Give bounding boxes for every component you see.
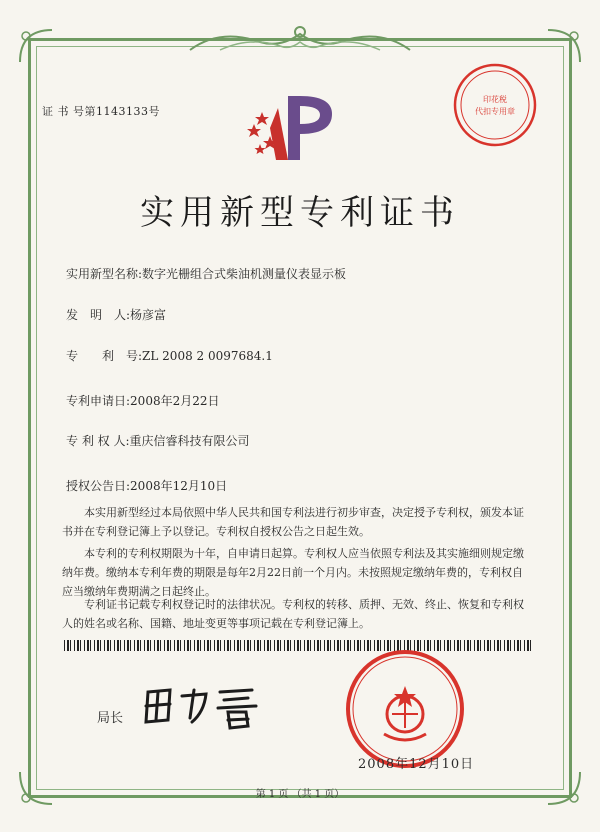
- patent-office-logo-icon: [240, 88, 340, 168]
- field-label: 授权公告日:: [66, 479, 131, 493]
- signature-title: 局长: [97, 711, 124, 726]
- body-paragraph: 本专利的专利权期限为十年，自申请日起算。专利权人应当依照专利法及其实施细则规定缴纳年费。缴纳本专利年费的期限是每年2月22日前一个月内。未按照规定缴纳年费的，专利权自应当缴纳年费期满之日起终止。: [62, 547, 524, 598]
- page-footer: 第 1 页 （共 1 页）: [255, 789, 345, 800]
- svg-text:代扣专用章: 代扣专用章: [475, 107, 515, 116]
- field-filing-date: [66, 392, 220, 409]
- svg-text:印花税: 印花税: [483, 95, 507, 104]
- field-value: ZL 2008 2 0097684.1: [142, 349, 273, 363]
- body-paragraph: 专利证书记载专利权登记时的法律状况。专利权的转移、质押、无效、终止、恢复和专利权人的姓名或名称、国籍、地址变更等事项记载在专利登记簿上。: [62, 598, 524, 630]
- field-patent-number: [66, 347, 273, 364]
- top-ornament-icon: [180, 22, 420, 56]
- body-paragraph: 本实用新型经过本局依照中华人民共和国专利法进行初步审查，决定授予专利权，颁发本证书并在专利登记簿上予以登记。专利权自授权公告之日起生效。: [62, 506, 524, 538]
- field-label: 专 利 权 人:: [66, 434, 130, 448]
- field-value: 重庆信睿科技有限公司: [129, 434, 250, 448]
- field-label: 专 利 号:: [66, 349, 143, 363]
- official-seal-icon: [344, 648, 466, 770]
- page-title: 实用新型专利证书: [140, 193, 460, 233]
- field-grant-date: [66, 477, 227, 494]
- corner-ornament-icon: [544, 26, 584, 66]
- field-inventor: [66, 306, 166, 323]
- handwritten-signature-icon: [140, 682, 270, 732]
- field-label: 专利申请日:: [66, 394, 131, 408]
- field-value: 2008年2月22日: [130, 394, 220, 408]
- field-label: 实用新型名称:: [66, 267, 143, 281]
- tax-stamp-seal-icon: [452, 62, 538, 148]
- seal-date: 2008年12月10日: [358, 757, 475, 772]
- field-value: 2008年12月10日: [130, 479, 228, 493]
- corner-ornament-icon: [16, 26, 56, 66]
- field-value: 杨彦富: [130, 308, 167, 322]
- field-patentee: [66, 432, 250, 449]
- field-label: 发 明 人:: [66, 308, 131, 322]
- field-value: 数字光栅组合式柴油机测量仪表显示板: [142, 267, 347, 281]
- field-utility-model-name: [66, 265, 346, 282]
- certificate-number: 证 书 号第1143133号: [42, 105, 160, 118]
